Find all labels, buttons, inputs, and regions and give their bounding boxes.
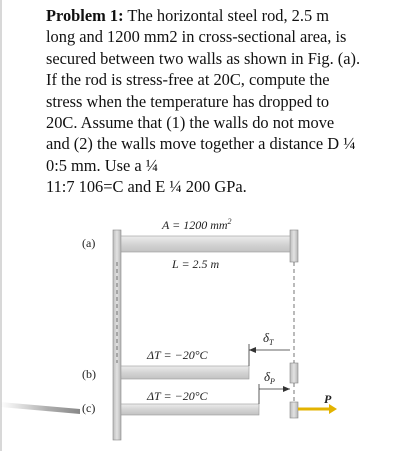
area-label — [161, 217, 232, 232]
temperature-label-c: ΔT = −20°C — [147, 389, 208, 403]
area-text: A = 1200 mm — [162, 218, 228, 232]
delta-p-subscript: P — [270, 377, 275, 386]
delta-p-symbol: δ — [264, 369, 271, 384]
length-label: L = 2.5 m — [172, 257, 220, 271]
delta-p-arrow-head — [283, 386, 290, 392]
blurred-rod-fragment — [0, 402, 80, 414]
problem-line-3: secured between two walls as shown in Fig. (a). — [46, 48, 361, 68]
problem-line-5: stress when the temperature has dropped to — [46, 91, 330, 111]
problem-line-4: If the rod is stress-free at 20C, compute the — [46, 70, 330, 90]
right-wall-c — [290, 402, 298, 418]
force-label: P — [324, 392, 332, 406]
temperature-label-b: ΔT = −20°C — [147, 348, 208, 362]
delta-t-symbol: δ — [263, 330, 270, 345]
problem-line-9: 11:7 106=C and E ¼ 200 GPa. — [46, 177, 247, 197]
problem-line-8: 0:5 mm. Use a ¼ — [46, 155, 158, 175]
right-wall-a — [290, 230, 298, 262]
problem-line-7: and (2) the walls move together a distance D ¼ — [46, 134, 356, 154]
area-exponent: 2 — [227, 217, 232, 226]
delta-p-label — [264, 369, 275, 386]
rod-b — [121, 366, 249, 379]
delta-t-arrow-head — [249, 347, 256, 353]
delta-t-label — [263, 330, 274, 347]
problem-line-2: long and 1200 mm2 in cross-sectional area, is — [46, 27, 347, 47]
rod-c — [121, 404, 259, 415]
figure-label-b: (b) — [82, 367, 96, 381]
problem-heading: Problem 1: — [46, 6, 124, 25]
figure-label-c: (c) — [82, 401, 96, 415]
problem-line-1-text: The horizontal steel rod, 2.5 m — [123, 6, 329, 25]
rod-a — [121, 236, 290, 252]
problem-line-6: 20C. Assume that (1) the walls do not move — [46, 113, 335, 133]
right-wall-b — [290, 363, 298, 383]
delta-t-subscript: T — [269, 338, 274, 347]
figure-label-a: (a) — [82, 236, 96, 250]
